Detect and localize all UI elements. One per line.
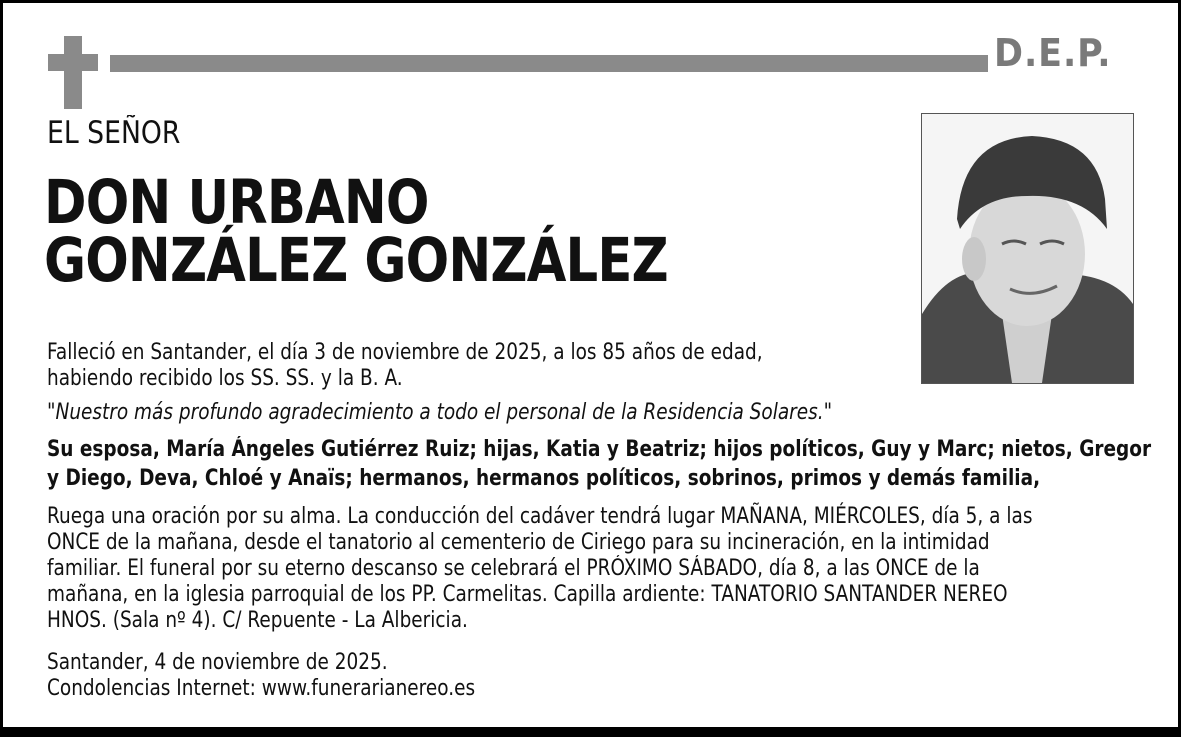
death-statement-line-1: Falleció en Santander, el día 3 de noviembre de 2025, a los 85 años de edad,: [47, 340, 763, 365]
place-date: Santander, 4 de noviembre de 2025.: [47, 650, 388, 675]
service-notice-line-1: Ruega una oración por su alma. La conducción del cadáver tendrá lugar MAÑANA, MIÉRCOLES, día 5, a las: [47, 504, 1033, 529]
condolences-link[interactable]: Condolencias Internet: www.funerarianereo.es: [47, 676, 476, 701]
service-notice-line-4: mañana, en la iglesia parroquial de los PP. Carmelitas. Capilla ardiente: TANATORIO SANTANDER NEREO: [47, 582, 1008, 607]
name-line-1: DON URBANO: [44, 167, 429, 238]
deceased-name: [44, 167, 668, 296]
service-notice-line-5: HNOS. (Sala nº 4). C/ Repuente - La Albericia.: [47, 608, 468, 633]
portrait-photo: [921, 113, 1134, 384]
gratitude-quote: "Nuestro más profundo agradecimiento a todo el personal de la Residencia Solares.": [47, 400, 833, 425]
service-notice-line-2: ONCE de la mañana, desde el tanatorio al cementerio de Ciriego para su incineración, en la intimidad: [47, 530, 990, 555]
cross-icon-horizontal: [48, 54, 98, 71]
family-line-2: y Diego, Deva, Chloé y Anaïs; hermanos, hermanos políticos, sobrinos, primos y demás familia,: [47, 466, 1041, 491]
header-rule: [110, 55, 988, 72]
family-line-1: Su esposa, María Ángeles Gutiérrez Ruiz; hijas, Katia y Beatriz; hijos políticos, Guy y Marc; nietos, Gregor: [47, 437, 1152, 462]
dep-label: D.E.P.: [994, 31, 1112, 75]
name-line-2: GONZÁLEZ GONZÁLEZ: [44, 225, 668, 296]
honorific: EL SEÑOR: [47, 115, 181, 151]
bottom-border: [0, 727, 1181, 737]
service-notice-line-3: familiar. El funeral por su eterno descanso se celebrará el PRÓXIMO SÁBADO, día 8, a las ONCE de la: [47, 556, 980, 581]
portrait-illustration: [922, 114, 1133, 383]
death-statement-line-2: habiendo recibido los SS. SS. y la B. A.: [47, 366, 403, 391]
cross-icon-vertical: [64, 36, 82, 109]
